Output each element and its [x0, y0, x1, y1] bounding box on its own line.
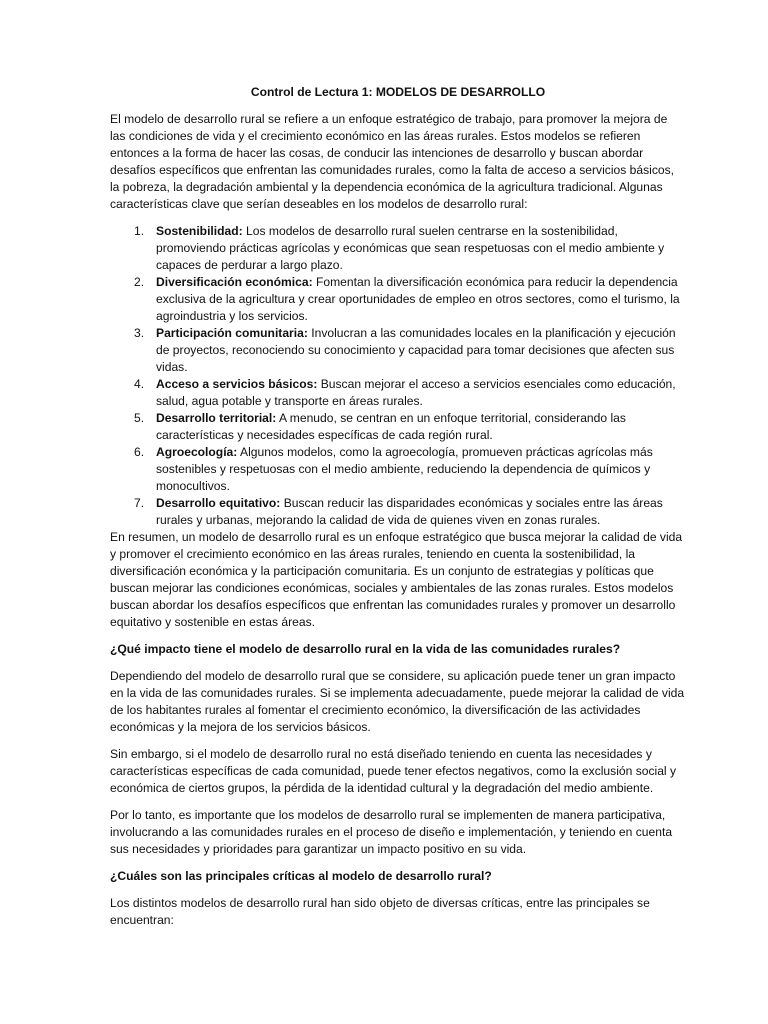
list-number: 3.: [134, 326, 145, 340]
summary-paragraph: En resumen, un modelo de desarrollo rural es un enfoque estratégico que busca mejorar la calidad de vida y promover el crecimiento económico en las áreas rurales, teniendo en cuenta la sostenibilidad, la diversificación económica y la participación comunitaria. Es un conjunto de estrategias y políticas que buscan mejorar las condiciones económicas, sociales y ambientales de las zonas rurales. Estos modelos buscan abordar los desafíos específicos que enfrentan las comunidades rurales y promover un desarrollo equitativo y sostenible en estas áreas.: [110, 530, 683, 629]
question-heading-criticism: ¿Cuáles son las principales críticas al modelo de desarrollo rural?: [110, 869, 492, 883]
list-item: [110, 376, 686, 410]
list-term: Acceso a servicios básicos:: [156, 377, 318, 391]
list-text: Fomentan la diversificación económica para reducir la dependencia exclusiva de la agricultura y crear oportunidades de empleo en otros sectores, como el turismo, la agroindustria y los servicios.: [156, 275, 680, 323]
list-term: Sostenibilidad:: [156, 224, 243, 238]
list-number: 1.: [134, 224, 145, 238]
list-term: Participación comunitaria:: [156, 326, 308, 340]
list-text: A menudo, se centran en un enfoque territorial, considerando las características y necesidades específicas de cada región rural.: [156, 411, 626, 442]
list-number: 6.: [134, 445, 145, 459]
list-item: [110, 444, 686, 495]
list-text: Algunos modelos, como la agroecología, promueven prácticas agrícolas más sostenibles y respetuosas con el medio ambiente, reduciendo la dependencia de químicos y monocultivos.: [156, 445, 653, 493]
list-term: Desarrollo territorial:: [156, 411, 277, 425]
list-text: Involucran a las comunidades locales en la planificación y ejecución de proyectos, reconociendo su conocimiento y capacidad para tomar decisiones que afecten sus vidas.: [156, 326, 676, 374]
list-number: 4.: [134, 377, 145, 391]
impact-paragraph-3: Por lo tanto, es importante que los modelos de desarrollo rural se implementen de manera participativa, involucrando a las comunidades rurales en el proceso de diseño e implementación, y teniendo en cuenta sus necesidades y prioridades para garantizar un impacto positivo en su vida.: [110, 808, 673, 856]
characteristics-list: [110, 223, 686, 529]
list-item: [110, 223, 686, 274]
criticism-paragraph-1: Los distintos modelos de desarrollo rural han sido objeto de diversas críticas, entre las principales se encuentran:: [110, 896, 650, 927]
list-text: Buscan mejorar el acceso a servicios esenciales como educación, salud, agua potable y transporte en áreas rurales.: [156, 377, 676, 408]
list-item: [110, 274, 686, 325]
list-item: [110, 495, 686, 529]
question-heading-impact: ¿Qué impacto tiene el modelo de desarrollo rural en la vida de las comunidades rurales?: [110, 642, 621, 656]
document-title: Control de Lectura 1: MODELOS DE DESARROLLO: [250, 85, 546, 99]
list-term: Diversificación económica:: [156, 275, 313, 289]
list-text: Buscan reducir las disparidades económicas y sociales entre las áreas rurales y urbanas, mejorando la calidad de vida de quienes viven en zonas rurales.: [156, 496, 663, 527]
impact-paragraph-1: Dependiendo del modelo de desarrollo rural que se considere, su aplicación puede tener un gran impacto en la vida de las comunidades rurales. Si se implementa adecuadamente, puede mejorar la calidad de vida de los habitantes rurales al fomentar el crecimiento económico, la diversificación de las actividades económicas y la mejora de los servicios básicos.: [110, 669, 685, 734]
list-item: [110, 325, 686, 376]
list-number: 2.: [134, 275, 145, 289]
list-term: Agroecología:: [156, 445, 238, 459]
list-item: [110, 410, 686, 444]
list-number: 7.: [134, 496, 145, 510]
list-term: Desarrollo equitativo:: [156, 496, 281, 510]
intro-paragraph: El modelo de desarrollo rural se refiere a un enfoque estratégico de trabajo, para promover la mejora de las condiciones de vida y el crecimiento económico en las áreas rurales. Estos modelos se refieren entonces a la forma de hacer las cosas, de conducir las intenciones de desarrollo y buscan abordar desafíos específicos que enfrentan las comunidades rurales, como la falta de acceso a servicios básicos, la pobreza, la degradación ambiental y la dependencia económica de la agricultura tradicional. Algunas características clave que serían deseables en los modelos de desarrollo rural:: [110, 112, 675, 211]
list-text: Los modelos de desarrollo rural suelen centrarse en la sostenibilidad, promoviendo prácticas agrícolas y económicas que sean respetuosas con el medio ambiente y capaces de perdurar a largo plazo.: [156, 224, 665, 272]
impact-paragraph-2: Sin embargo, si el modelo de desarrollo rural no está diseñado teniendo en cuenta las necesidades y características específicas de cada comunidad, puede tener efectos negativos, como la exclusión social y económica de ciertos grupos, la pérdida de la identidad cultural y la degradación del medio ambiente.: [110, 747, 677, 795]
list-number: 5.: [134, 411, 145, 425]
